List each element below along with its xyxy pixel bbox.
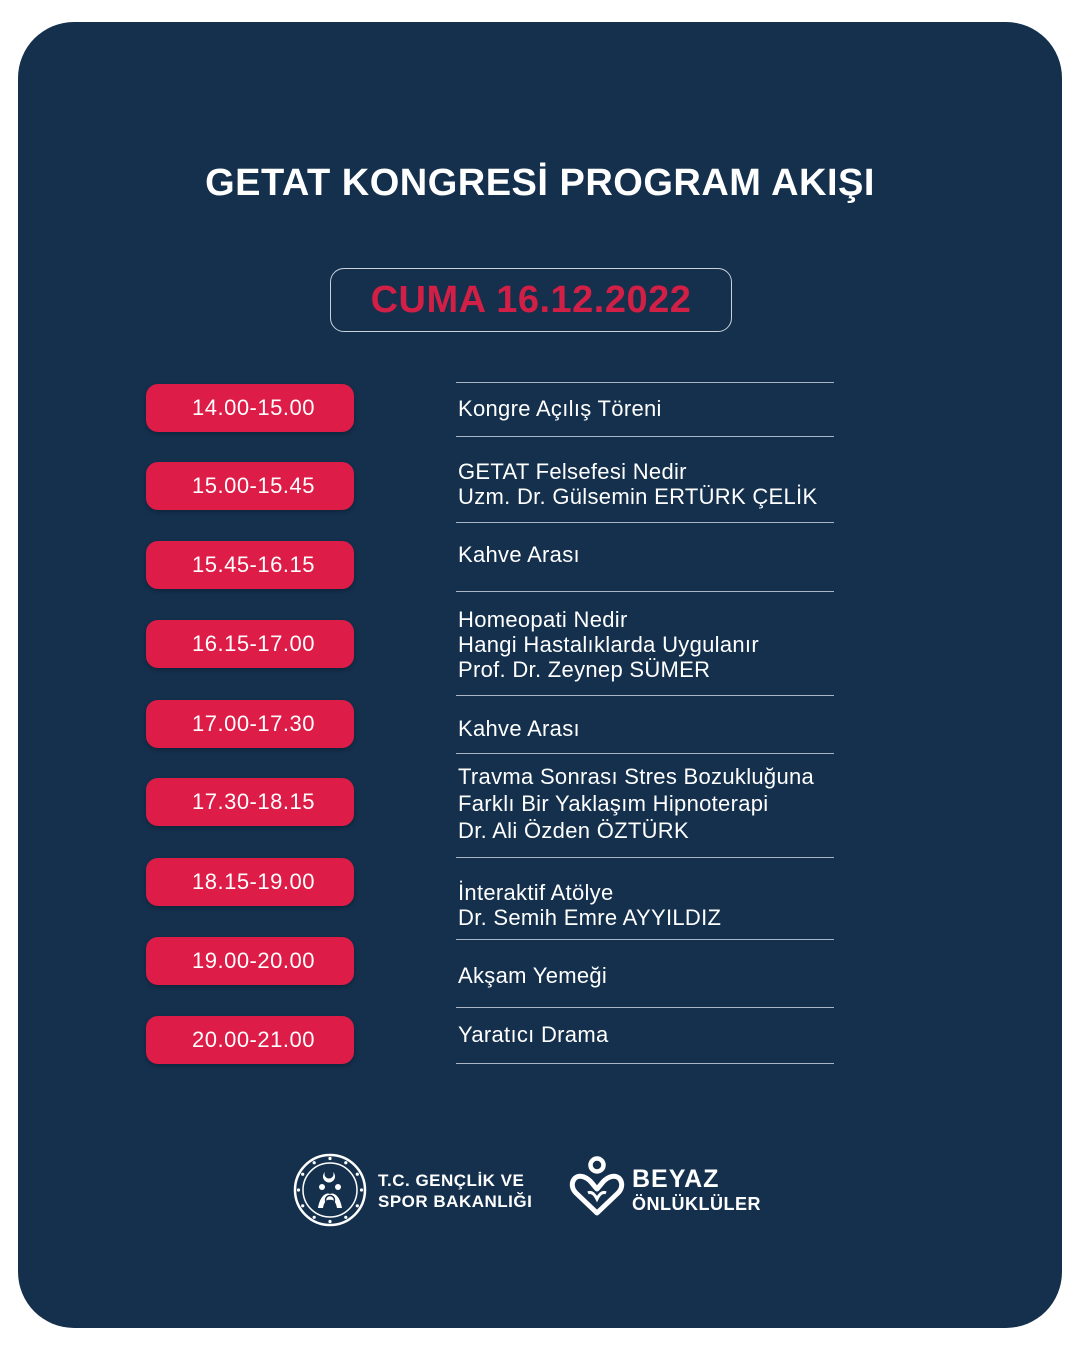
session-item	[458, 716, 580, 741]
session-line: Akşam Yemeği	[458, 963, 608, 988]
session-line: Kongre Açılış Töreni	[458, 396, 662, 421]
session-item	[458, 880, 721, 930]
session-line: Homeopati Nedir	[458, 607, 628, 632]
ministry-logo-line2: SPOR BAKANLIĞI	[378, 1192, 533, 1211]
divider	[456, 939, 834, 940]
divider	[456, 591, 834, 592]
time-pill: 18.15-19.00	[146, 858, 354, 906]
session-line: Hangi Hastalıklarda Uygulanır	[458, 632, 759, 657]
session-line: Kahve Arası	[458, 716, 580, 741]
session-item	[458, 963, 607, 988]
beyaz-logo-line2: ÖNLÜKLÜLER	[632, 1194, 761, 1214]
divider	[456, 1063, 834, 1064]
session-line: GETAT Felsefesi Nedir	[458, 459, 687, 484]
session-line: Travma Sonrası Stres Bozukluğuna	[458, 764, 815, 789]
session-line: Dr. Semih Emre AYYILDIZ	[458, 905, 722, 930]
session-line: Uzm. Dr. Gülsemin ERTÜRK ÇELİK	[458, 484, 818, 509]
session-line: İnteraktif Atölye	[458, 880, 614, 905]
time-pill: 15.45-16.15	[146, 541, 354, 589]
divider	[456, 382, 834, 383]
session-item	[458, 459, 817, 509]
date-label: CUMA 16.12.2022	[330, 268, 732, 332]
session-item	[458, 542, 580, 567]
time-pill: 17.30-18.15	[146, 778, 354, 826]
session-line: Dr. Ali Özden ÖZTÜRK	[458, 818, 689, 843]
session-line: Kahve Arası	[458, 542, 580, 567]
session-item	[458, 1022, 609, 1047]
time-pill: 17.00-17.30	[146, 700, 354, 748]
session-item	[458, 396, 662, 421]
session-line: Farklı Bir Yaklaşım Hipnoterapi	[458, 791, 769, 816]
time-pill: 14.00-15.00	[146, 384, 354, 432]
divider	[456, 436, 834, 437]
beyaz-logo-line1: BEYAZ	[632, 1165, 720, 1193]
ministry-emblem-icon	[292, 1152, 368, 1228]
ministry-logo-line1: T.C. GENÇLİK VE	[378, 1171, 525, 1190]
session-item	[458, 763, 814, 844]
session-item	[458, 607, 759, 682]
divider	[456, 1007, 834, 1008]
divider	[456, 522, 834, 523]
time-pill: 20.00-21.00	[146, 1016, 354, 1064]
time-pill: 15.00-15.45	[146, 462, 354, 510]
session-line: Prof. Dr. Zeynep SÜMER	[458, 657, 711, 682]
divider	[456, 857, 834, 858]
beyaz-onluk-heart-icon	[568, 1155, 626, 1219]
time-pill: 16.15-17.00	[146, 620, 354, 668]
session-line: Yaratıcı Drama	[458, 1022, 609, 1047]
page-title: GETAT KONGRESİ PROGRAM AKIŞI	[205, 162, 875, 204]
divider	[456, 695, 834, 696]
time-pill: 19.00-20.00	[146, 937, 354, 985]
divider	[456, 753, 834, 754]
